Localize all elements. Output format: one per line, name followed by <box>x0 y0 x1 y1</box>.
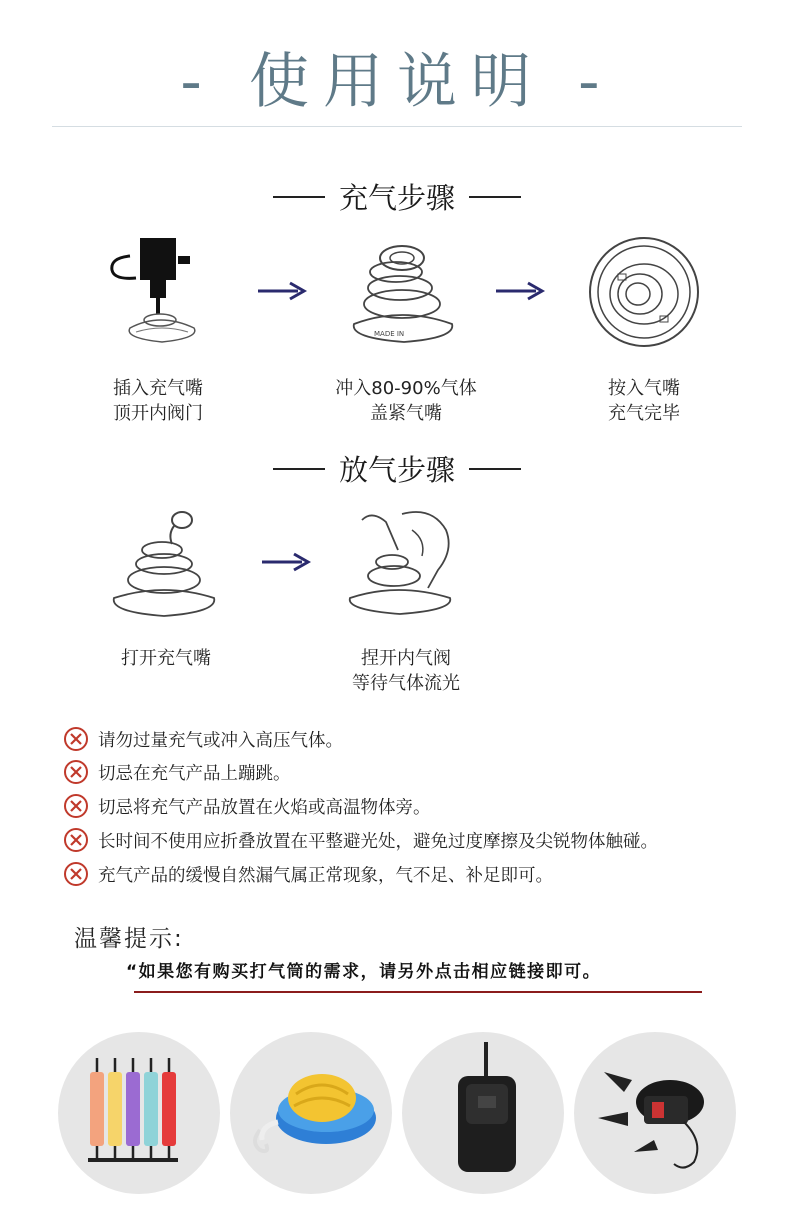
page-title: - 使用说明 - <box>180 47 614 117</box>
heading-dash-left <box>273 196 325 198</box>
deflate-step-1-text <box>66 646 266 671</box>
warning-text: 请勿过量充气或冲入高压气体。 <box>98 730 343 751</box>
svg-text:MADE IN: MADE IN <box>374 330 405 338</box>
product-foot-pump[interactable] <box>230 1032 392 1194</box>
deflate-heading-text: 放气步骤 <box>338 453 455 487</box>
title-divider <box>52 126 742 127</box>
inflate-step-2-text <box>306 376 506 426</box>
tips-label: 温馨提示: <box>74 926 184 952</box>
inflate-step-1-text <box>58 376 258 426</box>
valve-inflated-icon <box>340 228 470 348</box>
inflate-step-3-text <box>544 376 744 426</box>
valve-insert-icon <box>102 228 232 348</box>
deflate-heading <box>0 448 794 489</box>
product-electric-pump-black[interactable] <box>402 1032 564 1194</box>
step-line: 顶开内阀门 <box>113 403 203 424</box>
product-electric-pump-ac[interactable] <box>574 1032 736 1194</box>
warning-item <box>62 757 291 787</box>
step-line: 按入气嘴 <box>608 378 680 399</box>
warning-x-icon <box>62 860 90 888</box>
inflate-heading-text: 充气步骤 <box>338 181 455 215</box>
heading-dash-right <box>469 196 521 198</box>
valve-pinch-icon <box>342 500 472 620</box>
step-line: 盖紧气嘴 <box>370 403 442 424</box>
warning-item <box>62 825 658 855</box>
step-line: 充气完毕 <box>608 403 680 424</box>
warning-item <box>62 859 553 889</box>
heading-dash-right <box>469 468 521 470</box>
warning-text: 切忌在充气产品上蹦跳。 <box>98 763 291 784</box>
warning-text: 充气产品的缓慢自然漏气属正常现象，气不足、补足即可。 <box>98 865 553 886</box>
inflate-heading <box>0 176 794 217</box>
arrow-right-icon <box>258 281 308 301</box>
warning-x-icon <box>62 758 90 786</box>
warning-text: 切忌将充气产品放置在火焰或高温物体旁。 <box>98 797 431 818</box>
step-line: 打开充气嘴 <box>121 648 211 669</box>
valve-closed-icon <box>580 232 710 352</box>
valve-open-icon <box>102 500 232 620</box>
deflate-step-2-text <box>306 646 506 696</box>
product-hand-pump-set[interactable] <box>58 1032 220 1194</box>
heading-dash-left <box>273 468 325 470</box>
warning-item <box>62 724 343 754</box>
tips-underline <box>134 991 702 993</box>
warning-x-icon <box>62 792 90 820</box>
step-line: 捏开内气阀 <box>361 648 451 669</box>
step-line: 冲入80-90%气体 <box>335 378 477 399</box>
warning-item <box>62 791 431 821</box>
warning-x-icon <box>62 826 90 854</box>
step-line: 插入充气嘴 <box>113 378 203 399</box>
step-line: 等待气体流光 <box>352 673 460 694</box>
arrow-right-icon <box>262 552 312 572</box>
tips-text: “如果您有购买打气筒的需求，请另外点击相应链接即可。 <box>126 962 602 982</box>
arrow-right-icon <box>496 281 546 301</box>
warning-x-icon <box>62 725 90 753</box>
warning-text: 长时间不使用应折叠放置在平整避光处，避免过度摩擦及尖锐物体触碰。 <box>98 831 658 852</box>
